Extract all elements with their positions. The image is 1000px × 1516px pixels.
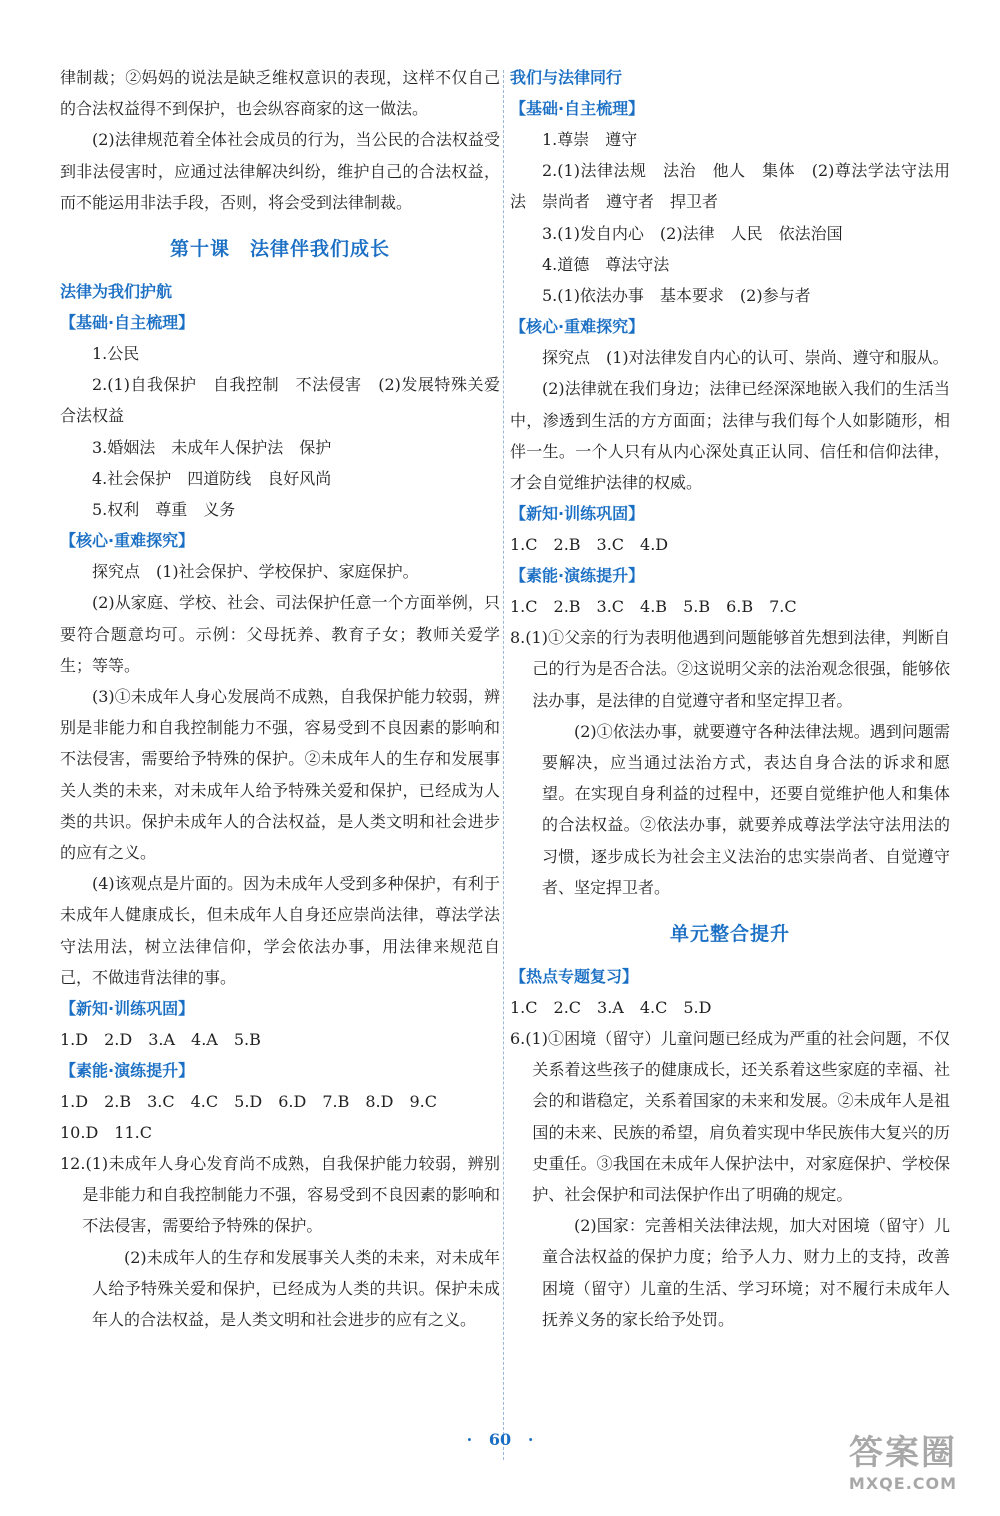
question-8-part2: (2)①依法办事，就要遵守各种法律法规。遇到问题需要解决，应当通过法治方式，表达自身合法的诉求和愿望。在实现自身利益的过程中，还要自觉维护他人和集体的合法权益。②依法办事，就要养成尊法学法守法用法的习惯，逐步成长为社会主义法治的忠实崇尚者、自觉遵守者、坚定捍卫者。 — [542, 721, 950, 897]
core-paragraph: (4)该观点是片面的。因为未成年人受到多种保护，有利于未成年人健康成长，但未成年人自身还应崇尚法律，尊法学法守法用法，树立法律信仰，学会依法办事，用法律来规范自己，不做违背法律的事。 — [60, 874, 500, 987]
section-heading: 法律为我们护航 — [60, 282, 173, 302]
core-paragraph: (2)从家庭、学校、社会、司法保护任意一个方面举例，只要符合题意均可。示例：父母抚养、教育子女；教师关爱学生；等等。 — [60, 593, 500, 675]
basic-answer: 1.尊崇 遵守 — [542, 130, 638, 149]
ability-answers: 1.C 2.B 3.C 4.B 5.B 6.B 7.C — [510, 597, 797, 617]
right-column — [510, 62, 950, 1335]
tag-core: 【核心·重难探究】 — [510, 317, 645, 337]
question-12-part1: 12.(1)未成年人身心发育尚不成熟，自我保护能力较弱，辨别是非能力和自我控制能力不强，容易受到不良因素的影响和不法侵害，需要给予特殊的保护。 — [60, 1154, 500, 1236]
basic-answer: 5.(1)依法办事 基本要求 (2)参与者 — [542, 286, 811, 306]
basic-answer: 4.道德 尊法守法 — [542, 254, 670, 274]
watermark-logo — [828, 1432, 978, 1502]
tag-basic: 【基础·自主梳理】 — [60, 313, 195, 333]
question-6-part2: (2)国家：完善相关法律法规，加大对困境（留守）儿童合法权益的保护力度；给予人力、财力上的支持，改善困境（留守）儿童的生活、学习环境；对不履行未成年人抚养义务的家长给予处罚。 — [542, 1216, 950, 1329]
ability-answers: 10.D 11.C — [60, 1123, 152, 1143]
page-number-dot: · — [466, 1430, 473, 1449]
watermark-sub: MXQE.COM — [848, 1474, 958, 1493]
tag-new: 【新知·训练巩固】 — [60, 999, 195, 1019]
core-paragraph: 探究点 (1)对法律发自内心的认可、崇尚、遵守和服从。 — [542, 348, 949, 368]
tag-ability: 【素能·演练提升】 — [510, 566, 645, 586]
basic-answer: 1.公民 — [92, 344, 140, 364]
tag-core: 【核心·重难探究】 — [60, 531, 195, 551]
page-number-dot: · — [527, 1430, 534, 1449]
new-answers: 1.D 2.D 3.A 4.A 5.B — [60, 1030, 261, 1050]
new-answers: 1.C 2.B 3.C 4.D — [510, 535, 669, 555]
basic-answer: 2.(1)自我保护 自我控制 不法侵害 (2)发展特殊关爱 合法权益 — [60, 375, 517, 426]
basic-answer: 2.(1)法律法规 法治 他人 集体 (2)尊法学法守法用法 崇尚者 遵守者 捍卫者 — [510, 161, 950, 212]
section-heading: 我们与法律同行 — [510, 68, 623, 87]
watermark-main: 答案圈 — [849, 1433, 957, 1473]
ability-answers: 1.D 2.B 3.C 4.C 5.D 6.D 7.B 8.D 9.C — [60, 1092, 437, 1112]
core-paragraph: (2)法律就在我们身边；法律已经深深地嵌入我们的生活当中，渗透到生活的方方面面；法律与我们每个人如影随形，相伴一生。一个人只有从内心深处真正认同、信任和信仰法律，才会自觉维护法律的权威。 — [510, 379, 950, 493]
hot-answers: 1.C 2.C 3.A 4.C 5.D — [510, 998, 712, 1018]
left-column — [60, 62, 517, 1335]
tag-new: 【新知·训练巩固】 — [510, 504, 645, 524]
basic-answer: 5.权利 尊重 义务 — [92, 500, 236, 520]
question-8-part1: 8.(1)①父亲的行为表明他遇到问题能够首先想到法律，判断自己的行为是否合法。②这说明父亲的法治观念很强，能够依法办事，是法律的自觉遵守者和坚定捍卫者。 — [510, 628, 950, 710]
unit-title: 单元整合提升 — [669, 923, 790, 946]
core-paragraph: (3)①未成年人身心发展尚不成熟，自我保护能力较弱，辨别是非能力和自我控制能力不强，容易受到不良因素的影响和不法侵害，需要给予特殊的保护。②未成年人的生存和发展事关人类的未来，对未成年人给予特殊关爱和保护，已经成为人类的共识。保护未成年人的合法权益，是人类文明和社会进步的应有之义。 — [60, 687, 500, 863]
tag-ability: 【素能·演练提升】 — [60, 1061, 195, 1081]
tag-hot: 【热点专题复习】 — [510, 967, 639, 987]
basic-answer: 3.婚姻法 未成年人保护法 保护 — [92, 437, 332, 457]
tag-basic: 【基础·自主梳理】 — [510, 99, 645, 118]
basic-answer: 4.社会保护 四道防线 良好风尚 — [92, 468, 332, 488]
core-paragraph: 探究点 (1)社会保护、学校保护、家庭保护。 — [92, 562, 419, 582]
question-12-part2: (2)未成年人的生存和发展事关人类的未来，对未成年人给予特殊关爱和保护，已经成为人类的共识。保护未成年人的合法权益，是人类文明和社会进步的应有之义。 — [92, 1247, 500, 1330]
basic-answer: 3.(1)发自内心 (2)法律 人民 依法治国 — [542, 223, 843, 243]
lesson-title: 第十课 法律伴我们成长 — [169, 238, 390, 261]
question-6-part1: 6.(1)①困境（留守）儿童问题已经成为严重的社会问题，不仅关系着这些孩子的健康成长，还关系着这些家庭的幸福、社会的和谐稳定，关系着国家的未来和发展。②未成年人是祖国的未来、民族的希望，肩负着实现中华民族伟大复兴的历史重任。③我国在未成年人保护法中，对家庭保护、学校保护、社会保护和司法保护作出了明确的规定。 — [510, 1029, 950, 1205]
continued-paragraph: (2)法律规范着全体社会成员的行为，当公民的合法权益受到非法侵害时，应通过法律解决纠纷，维护自己的合法权益，而不能运用非法手段，否则，将会受到法律制裁。 — [60, 130, 500, 212]
continued-paragraph: 律制裁；②妈妈的说法是缺乏维权意识的表现，这样不仅自己的合法权益得不到保护，也会纵容商家的这一做法。 — [60, 68, 500, 119]
column-divider — [503, 70, 504, 1460]
page-number: 60 — [488, 1430, 512, 1449]
